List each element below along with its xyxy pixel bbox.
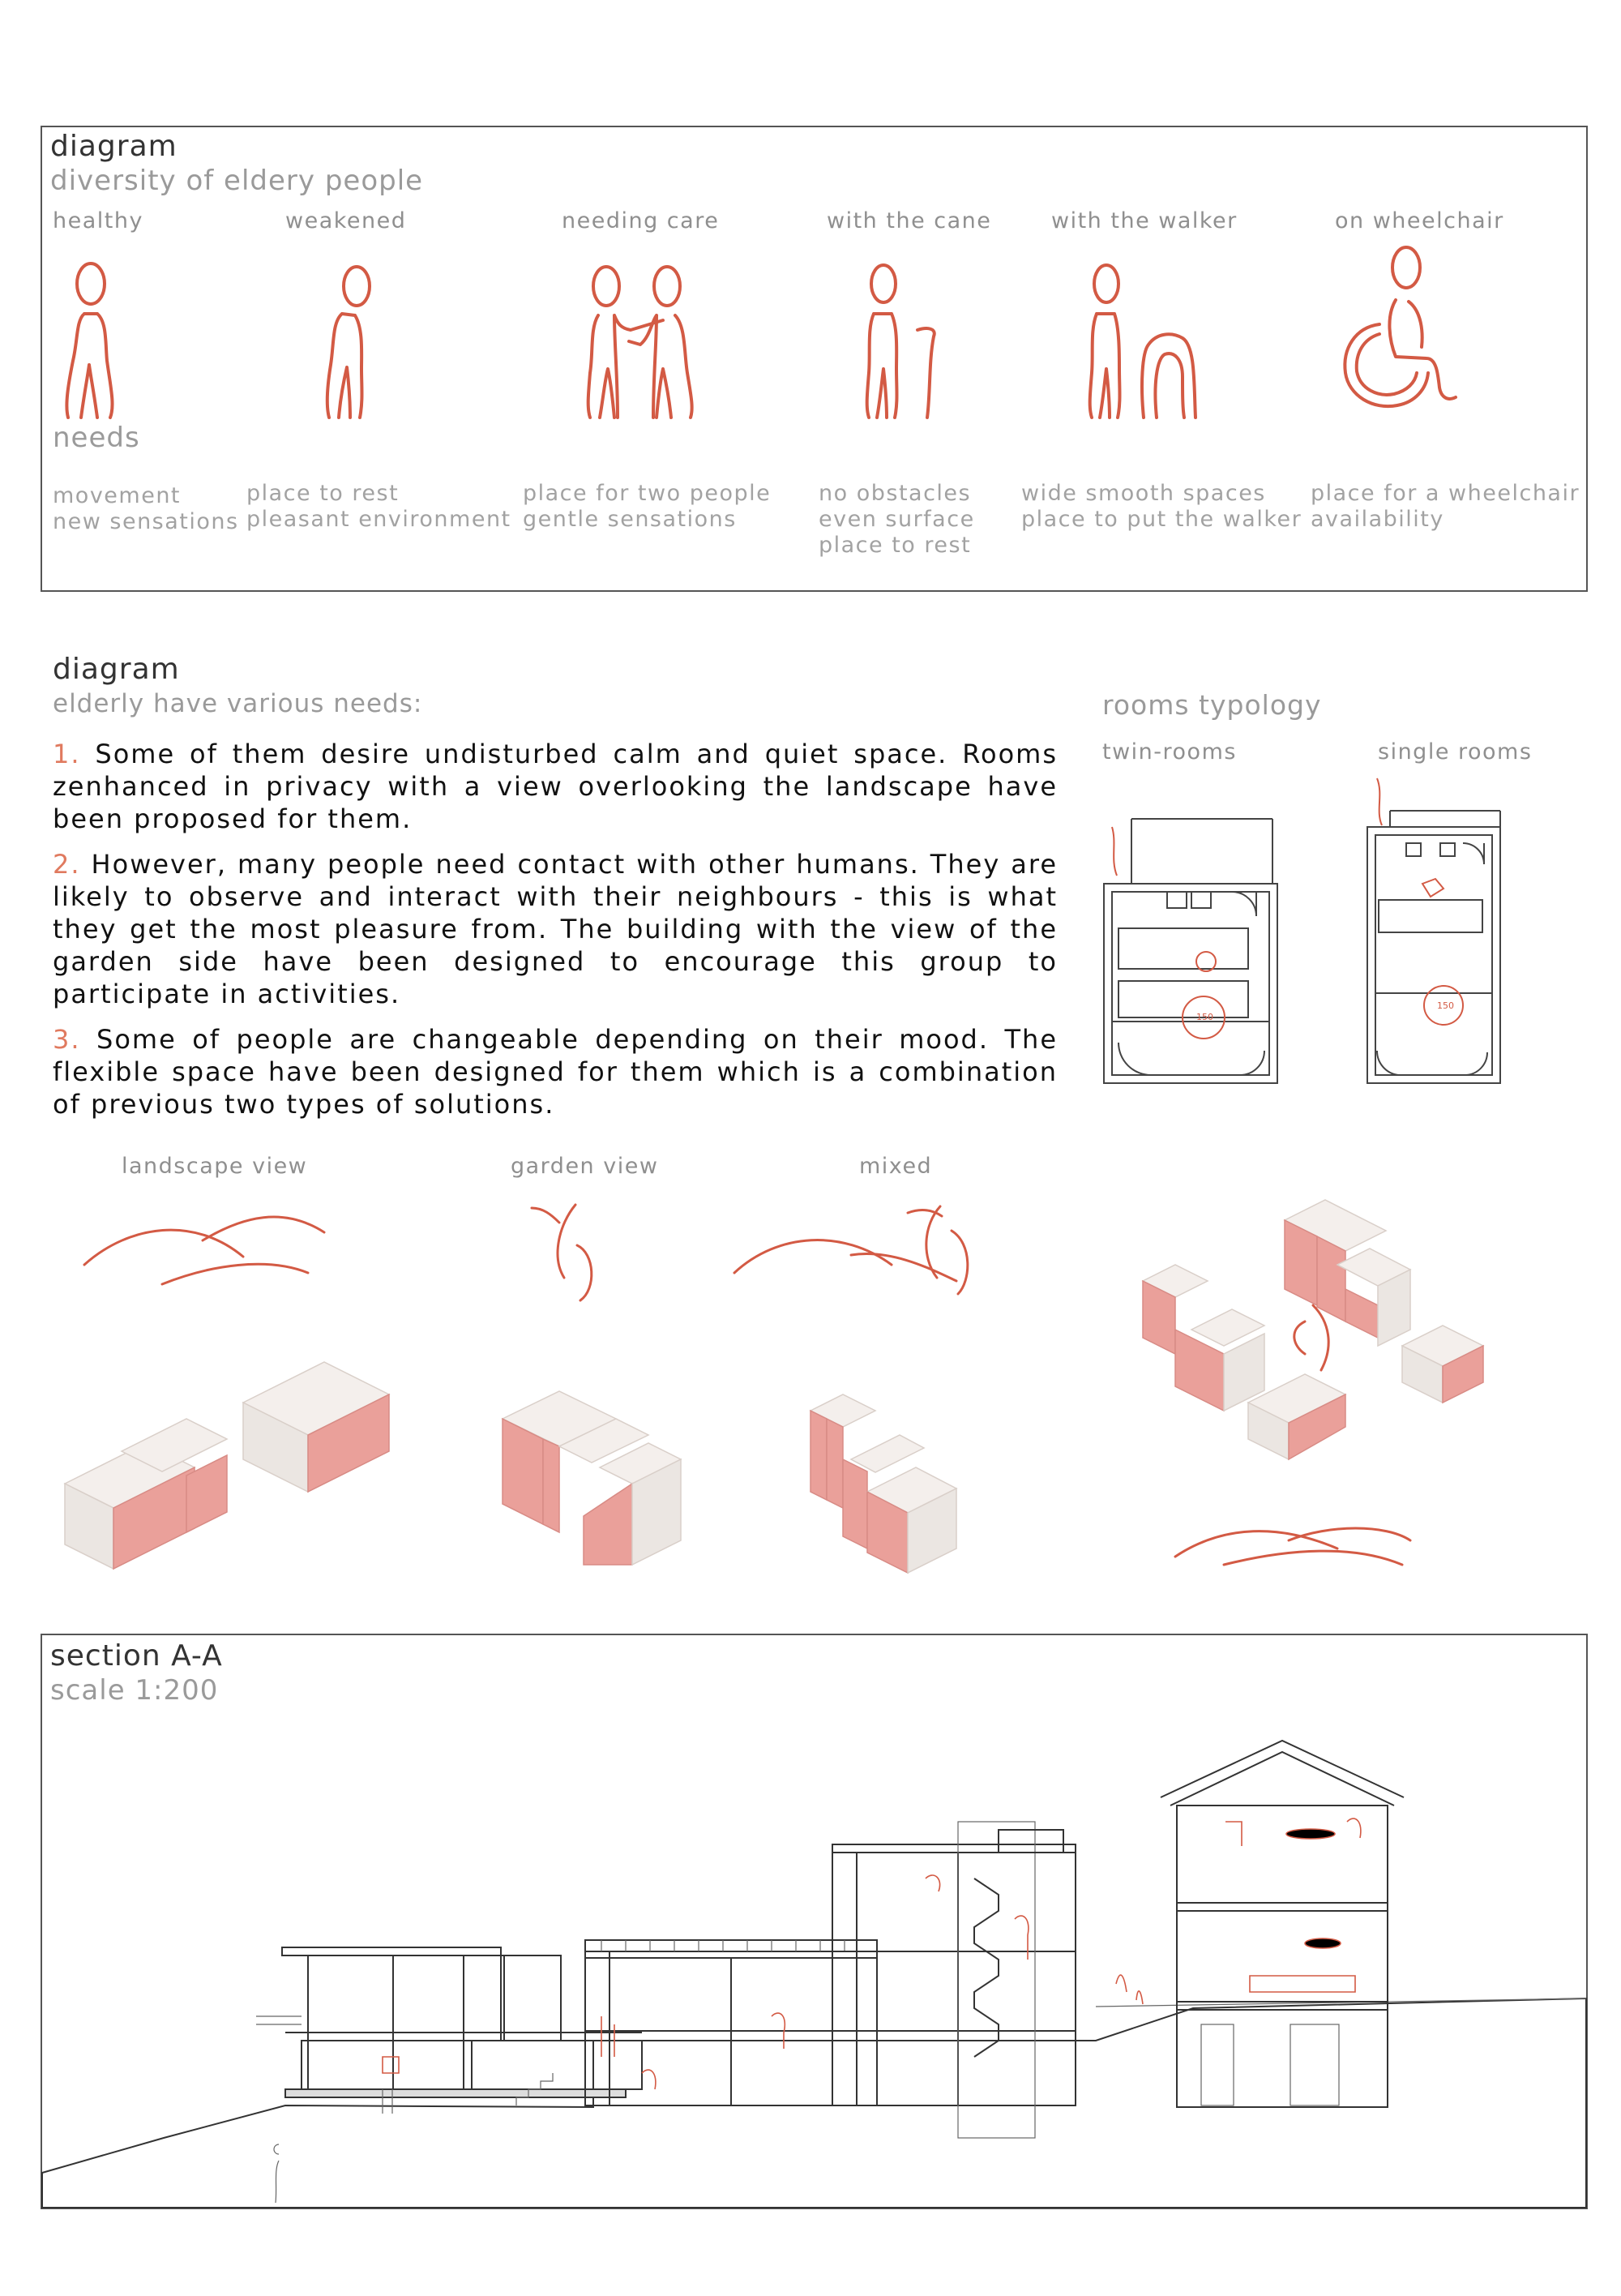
need-item: movement: [53, 483, 182, 508]
needing-care-figures-icon: [582, 263, 704, 426]
need-item: no obstacles: [819, 481, 972, 506]
needs-needing-care: [523, 481, 771, 533]
need-item: place for two people: [523, 481, 772, 506]
diversity-subtitle: diversity of eldery people: [50, 165, 424, 197]
point-3: [53, 1023, 1058, 1120]
section-scale: scale 1:200: [50, 1674, 219, 1707]
category-label-needing-care: needing care: [562, 208, 720, 233]
needs-weakened: [246, 481, 511, 533]
mixed-blocks: [802, 1370, 1005, 1581]
point-number: 2.: [53, 849, 81, 880]
category-label-wheelchair: on wheelchair: [1335, 208, 1504, 233]
section-drawing: [42, 1635, 1586, 2208]
need-item: even surface: [819, 507, 975, 532]
need-item: new sensations: [53, 509, 239, 534]
needs-title: needs: [53, 422, 140, 454]
diversity-title: diagram: [50, 130, 177, 163]
needs-diagram-title: diagram: [53, 653, 180, 686]
needs-cane: [819, 481, 975, 559]
single-room-plan: [1366, 811, 1503, 1086]
category-label-healthy: healthy: [53, 208, 143, 233]
need-item: pleasant environment: [246, 507, 511, 532]
twin-dim-label: 150: [1196, 1012, 1213, 1022]
landscape-blocks: [57, 1330, 405, 1573]
category-label-weakened: weakened: [285, 208, 407, 233]
landscape-view-label: landscape view: [122, 1154, 308, 1179]
need-item: place to put the walker: [1021, 507, 1302, 532]
twin-room-plan: [1102, 819, 1281, 1086]
need-item: place for a wheelchair: [1311, 481, 1580, 506]
walker-figure-icon: [1082, 263, 1212, 426]
need-item: place to rest: [819, 533, 972, 558]
garden-view-curves: [527, 1200, 624, 1305]
section-title: section A-A: [50, 1639, 223, 1673]
cluster-axonometric: [1143, 1184, 1532, 1565]
rooms-typology-title: rooms typology: [1102, 689, 1322, 721]
healthy-figure-icon: [57, 263, 122, 426]
needs-walker: [1021, 481, 1302, 533]
mixed-view-label: mixed: [859, 1154, 933, 1179]
point-1: [53, 738, 1058, 835]
landscape-view-curves: [81, 1208, 340, 1289]
mixed-view-curves: [729, 1192, 989, 1297]
need-item: availability: [1311, 507, 1444, 532]
single-rooms-label: single rooms: [1378, 739, 1533, 765]
weakened-figure-icon: [308, 263, 389, 426]
garden-blocks: [494, 1370, 697, 1581]
point-2: [53, 848, 1058, 1010]
needs-healthy: [53, 483, 239, 535]
need-item: gentle sensations: [523, 507, 737, 532]
point-number: 3.: [53, 1024, 81, 1055]
needs-wheelchair: [1311, 481, 1580, 533]
needs-diagram-subtitle: elderly have various needs:: [53, 689, 423, 718]
point-text: However, many people need contact with other humans. They are likely to observe and interact with their neighbours - this is what they get the most pleasure from. The building with the view of the garden side have been designed to encourage this group to participate in activities.: [53, 849, 1059, 1009]
twin-rooms-label: twin-rooms: [1102, 739, 1237, 765]
point-number: 1.: [53, 739, 81, 769]
point-text: Some of them desire undisturbed calm and quiet space. Rooms zenhanced in privacy with a view overlooking the landscape have been proposed for them.: [53, 739, 1059, 834]
category-label-cane: with the cane: [827, 208, 992, 233]
point-text: Some of people are changeable depending on their mood. The flexible space have been designed for them which is a combination of previous two types of solutions.: [53, 1024, 1059, 1120]
wheelchair-figure-icon: [1337, 243, 1459, 430]
single-dim-label: 150: [1437, 1000, 1454, 1011]
category-label-walker: with the walker: [1051, 208, 1238, 233]
need-item: place to rest: [246, 481, 400, 506]
needs-paragraphs: [53, 738, 1058, 1133]
garden-view-label: garden view: [511, 1154, 659, 1179]
need-item: wide smooth spaces: [1021, 481, 1266, 506]
cane-figure-icon: [859, 263, 948, 426]
